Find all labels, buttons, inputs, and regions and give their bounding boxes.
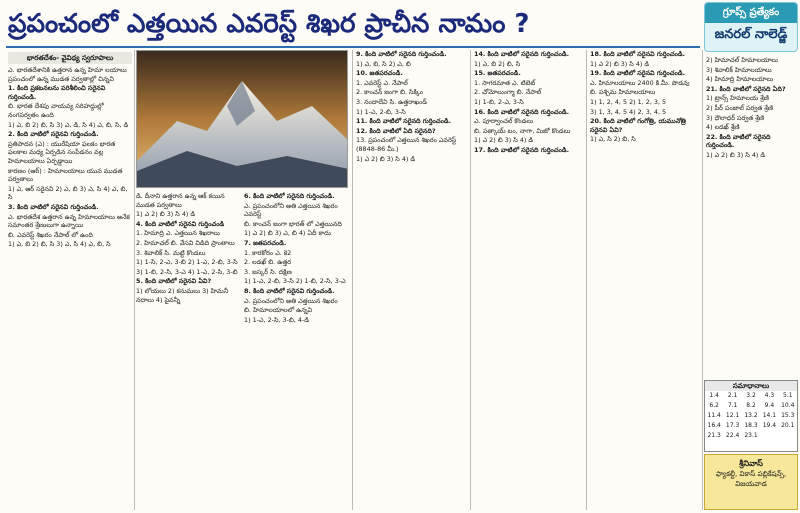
col6-line: బి. పశ్చిమ హిమాలయాలు xyxy=(590,88,656,97)
col1-line: 1) ఎ, బి 2) బి, సి 3) ఎ, డి, సి 4) ఎ, బి, సి, డి xyxy=(8,120,129,129)
col3-line: బి. హిమాలయాలలో ఉన్నవి xyxy=(244,306,313,315)
column-5 xyxy=(474,50,584,510)
col3-line: 8. కింది వాటిలో సరైనవి గుర్తించండి. xyxy=(244,286,335,295)
col4-line: 1. ఎవరెస్ట్ ఎ. నేపాల్ xyxy=(356,78,408,87)
col7-line: 4) లడఖ్ శ్రేణి xyxy=(706,123,740,132)
answer-cell: 13.2 xyxy=(744,412,758,419)
col2-line: 1) ఎ 2) బి 3) సి 4) డి xyxy=(136,210,196,219)
answers-title: సమాధానాలు xyxy=(705,381,797,391)
col3-line: బి. కాంచన్ జంగా భారత్ లో ఎత్తయినది xyxy=(244,219,342,228)
column-divider xyxy=(134,50,135,510)
brand-bottom: జనరల్ నాలెడ్జ్ xyxy=(714,27,788,42)
col6-line: 1) ఎ, సి 2) బి, సి xyxy=(590,135,636,144)
col7-line: 3) ధౌలాధర్ పర్వత శ్రేణి xyxy=(706,113,765,122)
col3-line: 1) 1-ఎ, 2-బి, 3-సి 2) 1-బి, 2-సి, 3-ఎ xyxy=(244,277,346,286)
column-divider xyxy=(470,50,471,510)
col5-line: 14. కింది వాటిలో సరైనది గుర్తించండి. xyxy=(474,50,570,58)
col5-line: 15. జతపరచండి. xyxy=(474,69,521,78)
column-divider xyxy=(586,50,587,510)
col5-line: 16. కింది వాటిలో సరైనది గుర్తించండి. xyxy=(474,107,570,116)
col1-line: బి. భారత దేశపు వాయవ్య సరిహద్దుల్లో నంగపర్వతం ఉంది xyxy=(8,102,104,119)
col2-line: 2. హిమాచల్ బి. వేసవి విడిది ప్రాంతాలు xyxy=(136,238,235,247)
col7-line: 1) ట్రాన్స్ హిమాలయ శ్రేణి xyxy=(706,94,769,103)
col7-line: 4) హిమాద్రి హిమాలయాలు xyxy=(706,75,774,84)
col2-line: 1) 1-సి, 2-ఎ, 3-బి 2) 1-ఎ, 2-బి, 3-సి xyxy=(136,258,238,267)
col1-line: 3. కింది వాటిలో సరైనవి గుర్తించండి. xyxy=(8,202,99,211)
headline xyxy=(8,4,698,44)
col6-line: 1) 1, 2, 4, 5 2) 1, 2, 3, 5 xyxy=(590,97,667,106)
col3-line: 2. లడఖ్ బి. ఉత్తర xyxy=(244,258,292,267)
col1-line: బి. ఎవరెస్ట్ శిఖరం నేపాల్ లో ఉంది xyxy=(8,230,93,239)
col7-line: 2) పీర్ పంజాల్ పర్వత శ్రేణి xyxy=(706,103,774,112)
col4-line: 1) ఎ, బి, సి 2) ఎ, బి xyxy=(356,59,411,68)
answer-cell: 18.3 xyxy=(744,422,758,429)
col3-line: 3. జస్కర్ సి. దక్షిణ xyxy=(244,267,292,276)
col1-line: ప్రతిపాదన (ఎ) : యురేషియా ఫలకం భారత ఫలకాల మధ్య ఏర్పడిన సంపీడనం వల్ల హిమాలయాలు ఏర్పడ్డాయి xyxy=(8,139,116,165)
col2-line: 5. కింది వాటిలో సరైనవి ఏవి? xyxy=(136,277,212,286)
answer-cell: 6.2 xyxy=(709,402,719,409)
mountain-image xyxy=(137,51,348,188)
credit-line: విజయవాడ xyxy=(735,480,767,488)
col7-line: 22. కింది వాటిలో సరైనది గుర్తించండి. xyxy=(706,132,771,150)
section-head: భారతదేశం- వైవిధ్య స్వరూపాలు xyxy=(8,52,132,64)
col1-line: ఎ. భారతదేశానికి ఉత్తరాన ఉన్న హిమా లయాలు ప్రపంచంలో ఉన్న ముడత పర్వతాల్లో చిన్నవి xyxy=(8,66,127,83)
answer-cell: 19.4 xyxy=(762,422,777,429)
answer-cell: 1.4 xyxy=(709,392,719,399)
col4-line: 1) ఎ 2) బి 3) సి 4) డి xyxy=(356,154,416,163)
col4-line: 11. కింది వాటిలో సరైనది గుర్తించండి. xyxy=(356,117,452,126)
col4-line: 13. ప్రపంచంలో ఎత్తయిన శిఖరం ఎవరెస్ట్ (8848-86 మీ.) xyxy=(356,136,457,153)
column-7 xyxy=(706,56,798,376)
brand-box xyxy=(704,2,798,52)
answer-cell: 23.1 xyxy=(744,432,758,439)
col1-line: 1) ఎ, ఆర్ సరైనవి 2) ఎ, బి 3) ఎ, సి 4) ఎ, బి, సి xyxy=(8,184,128,202)
col5-line: 1. సాగరమాత ఎ. టిబెట్ xyxy=(474,78,536,87)
col1-line: 2. కింది వాటిలో సరైనవి గుర్తించండి. xyxy=(8,130,99,139)
col1-line: ఎ. భారతదేశ ఉత్తరాన ఉన్న హిమాలయాలు అనేక సమాంతర శ్రేణులుగా ఉన్నాయి xyxy=(8,212,130,230)
col3-line: 1) 1-ఎ, 2-సి, 3-బి, 4-డి xyxy=(244,315,309,324)
column-1 xyxy=(8,66,132,510)
answer-cell: 22.4 xyxy=(725,432,740,439)
column-2 xyxy=(136,192,240,510)
col5-line: ఎ. పూర్వాంచల్ కొండలు xyxy=(474,117,534,126)
col6-line: 18. కింది వాటిలో సరైనవి గుర్తించండి. xyxy=(590,50,686,58)
col4-line: 1) 1-ఎ, 2-బి, 3-సి xyxy=(356,107,406,116)
col5-line: 2. చోమోలుంగ్మా బి. నేపాల్ xyxy=(474,88,542,97)
answer-cell: 12.1 xyxy=(725,412,740,419)
header-rule xyxy=(6,46,700,48)
answer-cell: 20.1 xyxy=(781,422,795,429)
answer-cell: 5.1 xyxy=(783,392,793,399)
answer-cell: 4.3 xyxy=(764,392,775,399)
col4-line: 9. కింది వాటిలో సరైనది గుర్తించండి. xyxy=(356,50,447,58)
col6-line: ఎ. హిమాలయాలు 2400 కి.మీ. పొడవు xyxy=(590,78,690,87)
col5-line: 1) ఎ, బి 2) బి, సి xyxy=(474,59,521,68)
col3-line: 1) ఎ 2) బి 3) ఎ, బి 4) ఏదీ కాదు xyxy=(244,229,331,238)
column-3 xyxy=(244,192,348,510)
col6-line: 3) 1, 3, 4, 5 4) 2, 3, 4, 5 xyxy=(590,107,667,116)
col2-line: 1) లోయలు 2) కనుమలు 3) హిమనీ నదాలు 4) పైవన్నీ xyxy=(136,286,229,304)
col7-line: 3) శివాలిక్ హిమాలయాలు xyxy=(706,65,772,74)
col7-line: 1) ఎ 2) బి 3) సి 4) డి xyxy=(706,150,766,159)
col7-line: 2) హిమాచల్ హిమాలయాలు xyxy=(706,56,778,64)
col4-line: 3. నందాదేవి సి. ఉత్తరాఖండ్ xyxy=(356,97,427,106)
col2-line: 1. హిమాద్రి ఎ. ఎత్తయిన శిఖరాలు xyxy=(136,229,220,238)
column-divider xyxy=(352,50,353,510)
col2-line: 3) 1-బి, 2-సి, 3-ఎ 4) 1-ఎ, 2-సి, 3-బి xyxy=(136,267,238,276)
col1-line: 1. కింది ప్రకటనలను పరిశీలించి సరైనవి గుర్తించండి. xyxy=(8,84,106,101)
answers-grid xyxy=(705,391,797,441)
col2-line: డి. దీనాని ఉత్తరాన ఉన్న ఆక్ కయిన ముడత పర్వతాలు xyxy=(136,192,225,209)
answer-cell: 9.4 xyxy=(764,402,775,409)
answer-cell: 15.3 xyxy=(781,412,795,419)
col5-line: 1) 1-బి, 2-ఎ, 3-సి xyxy=(474,97,524,106)
credit-box xyxy=(704,454,798,510)
column-divider xyxy=(702,50,703,510)
col6-line: 19. కింది వాటిలో సరైనవి గుర్తించండి. xyxy=(590,69,686,78)
credit-name: శ్రీనివాస్ xyxy=(739,459,763,468)
col7-line: 21. కింది వాటిలో సరైనది ఏది? xyxy=(706,84,786,93)
col4-line: 2. కాంచన్ జంగా బి. సిక్కిం xyxy=(356,88,424,97)
answer-cell: 21.3 xyxy=(707,432,721,439)
answer-cell: 7.1 xyxy=(727,402,738,409)
col2-line: 3. శివాలిక్ సి. మట్టి కొండలు xyxy=(136,248,206,257)
answer-cell: 16.4 xyxy=(707,422,721,429)
brand-top: గ్రూప్స్ ప్రత్యేకం xyxy=(705,3,797,23)
column-6 xyxy=(590,50,700,510)
col2-line: 4. కింది వాటిలో సరైనవి గుర్తించండి xyxy=(136,219,225,228)
headline-text: ప్రపంచంలో ఎత్తయిన ఎవరెస్ట్ శిఖర ప్రాచీన నామం ? xyxy=(8,9,530,39)
col5-line: 1) ఎ 2) బి 3) సి 4) డి xyxy=(474,136,534,145)
col4-line: 12. కింది వాటిలో ఏది సరైనది? xyxy=(356,126,436,135)
col1-line: 1) ఎ, బి 2) బి, సి 3) ఎ, సి 4) ఎ, బి, సి xyxy=(8,240,111,249)
col6-line: 20. కింది వాటిలో గంగోత్రి, యమునోత్రి సరైనవి ఏవి? xyxy=(590,117,686,134)
col3-line: ఎ. ప్రపంచంలోని అతి ఎత్తయిన శిఖరం ఎవరెస్ట్ xyxy=(244,201,338,219)
answer-cell: 8.2 xyxy=(746,402,756,409)
answer-cell: 2.1 xyxy=(727,392,738,399)
answer-cell: 11.4 xyxy=(707,412,721,419)
column-4 xyxy=(356,50,468,510)
answer-cell: 14.1 xyxy=(762,412,777,419)
col3-line: 1. కారకోరం ఎ. కె2 xyxy=(244,248,292,257)
col3-line: ఎ. ప్రపంచంలోని అతి ఎత్తయిన శిఖరం xyxy=(244,296,338,305)
col3-line: 6. కింది వాటిలో సరైనది గుర్తించండి. xyxy=(244,192,335,200)
col4-line: 10. జతపరచండి. xyxy=(356,69,403,78)
col5-line: 17. కింది వాటిలో సరైనది గుర్తించండి. xyxy=(474,145,570,154)
credit-line: ఫ్యాకల్టీ, వికాస్ పబ్లికేషన్స్, xyxy=(715,470,787,478)
col5-line: బి. పత్కాయ్ బం, నాగా, మిజో కొండలు xyxy=(474,126,571,135)
answer-cell: 17.3 xyxy=(725,422,740,429)
answers-box xyxy=(704,380,798,452)
answer-cell: 3.2 xyxy=(746,392,756,399)
col3-line: 7. జతపరచండి. xyxy=(244,238,287,247)
col6-line: 1) ఎ 2) బి 3) సి 4) డి xyxy=(590,59,650,68)
col1-line: కారణం (ఆర్) : హిమాలయాలు యువ ముడత పర్వతాలు xyxy=(8,166,123,184)
answer-cell: 10.4 xyxy=(781,402,795,409)
everest-photo xyxy=(136,50,348,188)
